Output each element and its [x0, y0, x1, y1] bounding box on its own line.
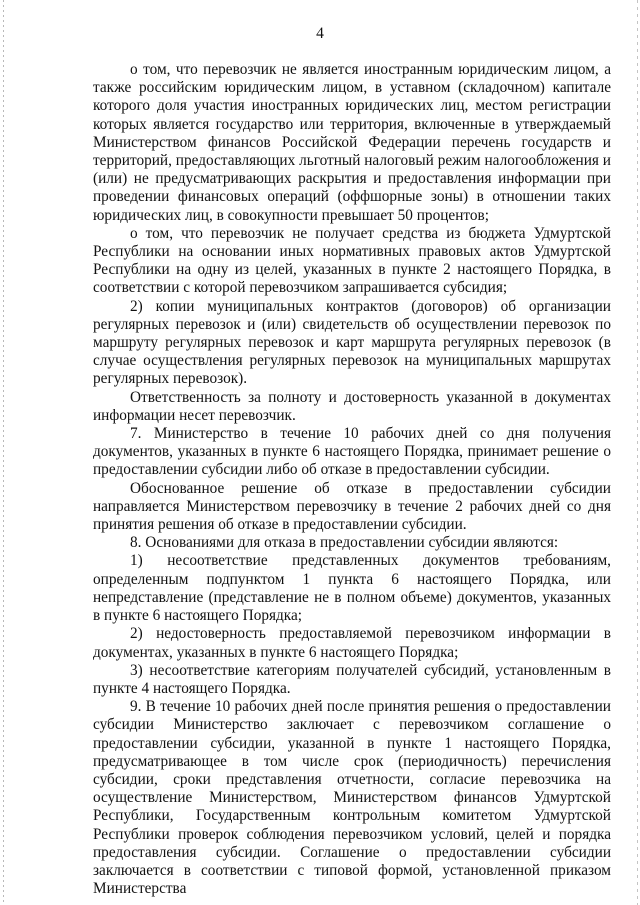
paragraph-clause-8: 8. Основаниями для отказа в предоставлении субсидии являются:: [130, 534, 559, 552]
paragraph-contract-copies: 2) копии муниципальных контрактов (договоров) об организации регулярных перевозок и (или) свидетельств об осуществлении перевозок по маршруту регулярных перевозок и карт маршрута регулярных перевозок (в случае осуществления регулярных перевозок на муниципальных маршрутах регулярных перевозок).: [93, 297, 611, 388]
paragraph-refusal-reason-1: 1) несоответствие представленных документов требованиям, определенным подпунктом 1 пункта 6 настоящего Порядка, или непредставление (представление не в полном объеме) документов, указанных в пункте 6 настоящего Порядка;: [93, 552, 611, 625]
paragraph-clause-9: 9. В течение 10 рабочих дней после принятия решения о предоставлении субсидии Министерство заключает с перевозчиком соглашение о предоставлении субсидии, указанной в пункте 1 настоящего Порядка, предусматривающее в том числе срок (периодичность) перечисления субсидии, сроки представления отчетности, согласие перевозчика на осуществление Министерством, Министерством финансов Удмуртской Республики, Государственным контрольным комитетом Удмуртской Республики проверок соблюдения перевозчиком условий, целей и порядка предоставления субсидии. Соглашение о предоставлении субсидии заключается в соответствии с типовой формой, установленной приказом Министерства: [93, 698, 611, 898]
paragraph-responsibility: Ответственность за полноту и достоверность указанной в документах информации несет перевозчик.: [93, 388, 611, 424]
scan-edge-right: [637, 0, 638, 905]
paragraph-clause-7: 7. Министерство в течение 10 рабочих дней со дня получения документов, указанных в пункте 6 настоящего Порядка, принимает решение о предоставлении субсидии либо об отказе в предоставлении субсидии.: [93, 425, 611, 479]
page-number: 4: [316, 25, 324, 42]
paragraph-refusal-reason-2: 2) недостоверность предоставляемой перевозчиком информации в документах, указанных в пункте 6 настоящего Порядка;: [93, 625, 611, 661]
paragraph-budget-condition: о том, что перевозчик не получает средства из бюджета Удмуртской Республики на основании иных нормативных правовых актов Удмуртской Республики на одну из целей, указанных в пункте 2 настоящего Порядка, в соответствии с которой перевозчиком запрашивается субсидия;: [93, 224, 611, 297]
paragraph-refusal-reason-3: 3) несоответствие категориям получателей субсидий, установленным в пункте 4 настоящего Порядка.: [93, 661, 611, 697]
scan-edge-left: [3, 0, 4, 905]
paragraph-offshore-condition: о том, что перевозчик не является иностранным юридическим лицом, а также российским юридическим лицом, в уставном (складочном) капитале которого доля участия иностранных юридических лиц, местом регистрации которых является государство или территория, включенные в утверждаемый Министерством финансов Российской Федерации перечень государств и территорий, предоставляющих льготный налоговый режим налогообложения и (или) не предусматривающих раскрытия и предоставления информации при проведении финансовых операций (оффшорные зоны) в отношении таких юридических лиц, в совокупности превышает 50 процентов;: [93, 61, 611, 224]
paragraph-refusal-notice: Обоснованное решение об отказе в предоставлении субсидии направляется Министерством перевозчику в течение 2 рабочих дней со дня принятия решения об отказе в предоставлении субсидии.: [93, 479, 611, 534]
document-body: [93, 61, 611, 898]
